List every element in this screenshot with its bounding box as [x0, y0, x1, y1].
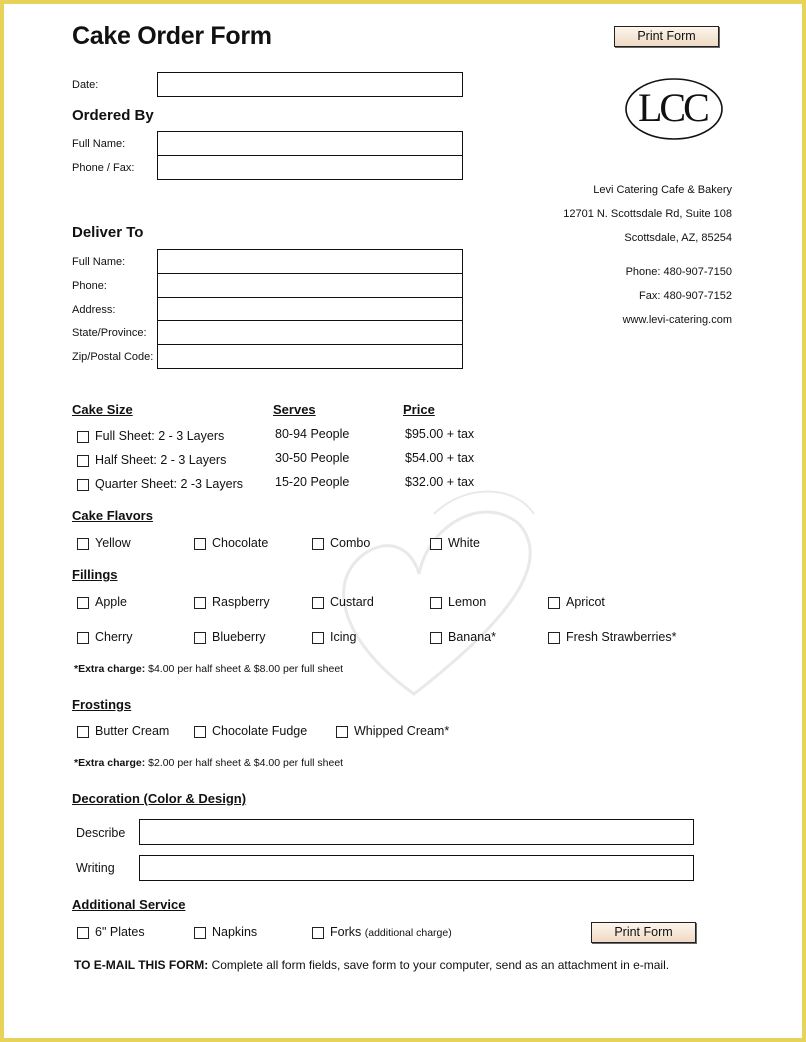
serves-heading: Serves [273, 402, 316, 417]
filling-strawberries-label: Fresh Strawberries* [566, 630, 677, 644]
price-heading: Price [403, 402, 435, 417]
filling-banana-label: Banana* [448, 630, 496, 644]
filling-apricot-checkbox[interactable] [548, 597, 560, 609]
forks-label-group [330, 925, 452, 939]
flavor-combo-checkbox[interactable] [312, 538, 324, 550]
filling-apple-checkbox[interactable] [77, 597, 89, 609]
additional-service-heading: Additional Service [72, 897, 186, 912]
page-title: Cake Order Form [72, 22, 272, 50]
filling-icing-label: Icing [330, 630, 357, 644]
deliver-zip-input[interactable] [157, 344, 463, 369]
describe-label: Describe [76, 826, 126, 840]
date-input[interactable] [157, 72, 463, 97]
deliver-address-label: Address: [72, 304, 116, 316]
frostings-note-text: $2.00 per half sheet & $4.00 per full sheet [148, 757, 344, 769]
email-instructions [74, 958, 669, 972]
print-form-button-bottom[interactable]: Print Form [591, 922, 696, 943]
filling-custard-label: Custard [330, 595, 374, 609]
full-sheet-serves: 80-94 People [275, 427, 350, 441]
plates-checkbox[interactable] [77, 927, 89, 939]
cake-size-heading: Cake Size [72, 402, 133, 417]
filling-strawberries-checkbox[interactable] [548, 632, 560, 644]
filling-raspberry-checkbox[interactable] [194, 597, 206, 609]
flavor-combo-label: Combo [330, 536, 371, 550]
flavor-chocolate-label: Chocolate [212, 536, 269, 550]
business-address-line2: Scottsdale, AZ, 85254 [624, 232, 732, 244]
email-instructions-bold: TO E-MAIL THIS FORM: [74, 958, 209, 972]
deliver-to-heading: Deliver To [72, 224, 144, 241]
deliver-name-input[interactable] [157, 249, 463, 274]
filling-banana-checkbox[interactable] [430, 632, 442, 644]
deliver-phone-label: Phone: [72, 280, 107, 292]
date-label: Date: [72, 79, 99, 91]
half-sheet-checkbox[interactable] [77, 455, 89, 467]
deliver-phone-input[interactable] [157, 273, 463, 298]
napkins-checkbox[interactable] [194, 927, 206, 939]
flavor-chocolate-checkbox[interactable] [194, 538, 206, 550]
writing-label: Writing [76, 861, 115, 875]
deliver-state-input[interactable] [157, 320, 463, 345]
filling-cherry-checkbox[interactable] [77, 632, 89, 644]
forks-note: (additional charge) [364, 927, 452, 939]
full-sheet-price: $95.00 + tax [405, 427, 475, 441]
quarter-sheet-label: Quarter Sheet: 2 -3 Layers [95, 477, 243, 491]
flavor-white-label: White [448, 536, 480, 550]
business-name: Levi Catering Cafe & Bakery [593, 184, 732, 196]
decoration-heading: Decoration (Color & Design) [72, 791, 247, 806]
deliver-name-label: Full Name: [72, 256, 126, 268]
frosting-whipped-cream-label: Whipped Cream* [354, 724, 450, 738]
quarter-sheet-price: $32.00 + tax [405, 475, 475, 489]
business-address-line1: 12701 N. Scottsdale Rd, Suite 108 [563, 208, 732, 220]
print-form-button-top[interactable]: Print Form [614, 26, 719, 47]
frosting-whipped-cream-checkbox[interactable] [336, 726, 348, 738]
plates-label: 6" Plates [95, 925, 145, 939]
filling-lemon-label: Lemon [448, 595, 487, 609]
flavor-yellow-checkbox[interactable] [77, 538, 89, 550]
half-sheet-price: $54.00 + tax [405, 451, 475, 465]
forks-checkbox[interactable] [312, 927, 324, 939]
email-instructions-text: Complete all form fields, save form to your computer, send as an attachment in e-mail. [211, 958, 670, 972]
filling-icing-checkbox[interactable] [312, 632, 324, 644]
quarter-sheet-checkbox[interactable] [77, 479, 89, 491]
quarter-sheet-serves: 15-20 People [275, 475, 350, 489]
fillings-heading: Fillings [72, 567, 118, 582]
filling-custard-checkbox[interactable] [312, 597, 324, 609]
flavor-white-checkbox[interactable] [430, 538, 442, 550]
business-phone: Phone: 480-907-7150 [625, 266, 732, 278]
business-website: www.levi-catering.com [622, 314, 732, 326]
half-sheet-label: Half Sheet: 2 - 3 Layers [95, 453, 227, 467]
napkins-label: Napkins [212, 925, 258, 939]
frosting-chocolate-fudge-label: Chocolate Fudge [212, 724, 308, 738]
deliver-state-label: State/Province: [72, 327, 147, 339]
filling-apricot-label: Apricot [566, 595, 605, 609]
cake-flavors-heading: Cake Flavors [72, 508, 153, 523]
frostings-note-prefix: *Extra charge: [74, 757, 146, 769]
ordered-by-phone-input[interactable] [157, 155, 463, 180]
fillings-note-text: $4.00 per half sheet & $8.00 per full sheet [148, 663, 344, 675]
frostings-extra-charge-note [74, 757, 343, 769]
deliver-zip-label: Zip/Postal Code: [72, 351, 154, 363]
frosting-butter-cream-checkbox[interactable] [77, 726, 89, 738]
fillings-extra-charge-note [74, 663, 343, 675]
full-sheet-checkbox[interactable] [77, 431, 89, 443]
frosting-chocolate-fudge-checkbox[interactable] [194, 726, 206, 738]
filling-blueberry-label: Blueberry [212, 630, 266, 644]
ordered-by-name-label: Full Name: [72, 138, 126, 150]
deliver-address-input[interactable] [157, 297, 463, 322]
fillings-note-prefix: *Extra charge: [74, 663, 146, 675]
filling-cherry-label: Cherry [95, 630, 133, 644]
heart-watermark-icon [284, 454, 554, 714]
ordered-by-phone-label: Phone / Fax: [72, 162, 135, 174]
ordered-by-name-input[interactable] [157, 131, 463, 156]
flavor-yellow-label: Yellow [95, 536, 131, 550]
describe-input[interactable] [139, 819, 694, 845]
filling-raspberry-label: Raspberry [212, 595, 270, 609]
filling-blueberry-checkbox[interactable] [194, 632, 206, 644]
business-fax: Fax: 480-907-7152 [639, 290, 732, 302]
frostings-heading: Frostings [72, 697, 132, 712]
forks-label: Forks [330, 925, 362, 939]
writing-input[interactable] [139, 855, 694, 881]
full-sheet-label: Full Sheet: 2 - 3 Layers [95, 429, 225, 443]
half-sheet-serves: 30-50 People [275, 451, 350, 465]
form-page [4, 4, 802, 1038]
filling-lemon-checkbox[interactable] [430, 597, 442, 609]
ordered-by-heading: Ordered By [72, 107, 154, 124]
filling-apple-label: Apple [95, 595, 127, 609]
logo-text: LCC [638, 85, 707, 130]
frosting-butter-cream-label: Butter Cream [95, 724, 170, 738]
